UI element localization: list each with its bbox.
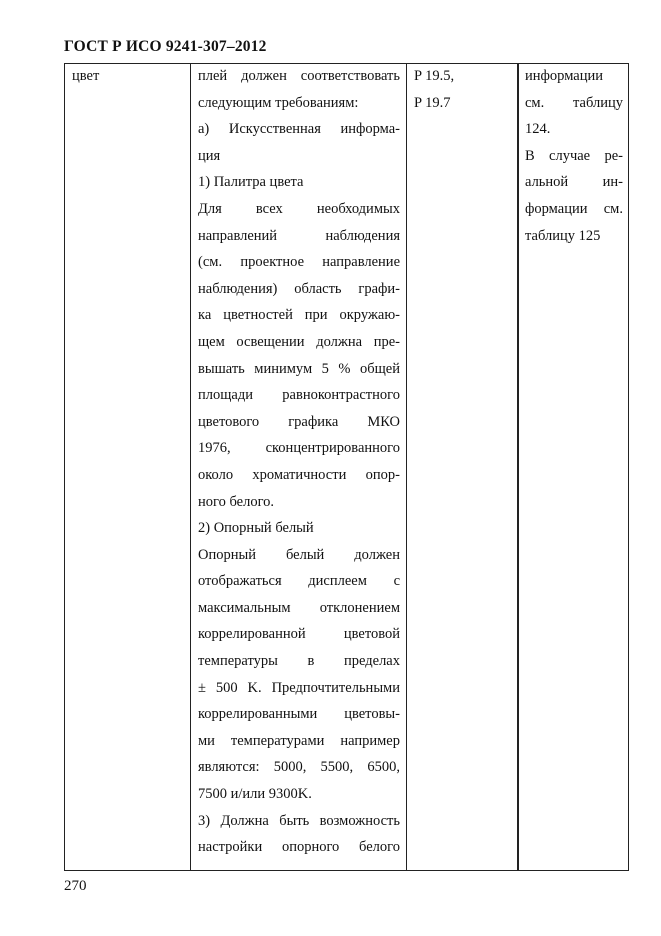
table-cell-line: В случае ре- — [525, 147, 623, 164]
table-right-border — [628, 63, 629, 871]
table-left-border — [64, 63, 65, 871]
table-cell-line: см. таблицу — [525, 94, 623, 111]
table-cell-line: 2) Опорный белый — [198, 520, 314, 537]
table-cell-line: являются: 5000, 5500, 6500, — [198, 759, 400, 776]
table-cell-line: таблицу 125 — [525, 227, 601, 244]
table-cell-line: цвет — [72, 68, 100, 84]
table-cell-line: P 19.5, — [414, 68, 455, 84]
table-cell-line: наблюдения) область графи- — [198, 280, 400, 297]
table-cell-line: альной ин- — [525, 174, 623, 191]
column-divider-1 — [190, 63, 191, 871]
table-cell-line: максимальным отклонением — [198, 599, 400, 616]
table-cell-line: ми температурами например — [198, 732, 400, 749]
table-cell-line: коррелированной цветовой — [198, 626, 400, 643]
table-cell-line: Опорный белый должен — [198, 546, 400, 563]
table-column-2 — [198, 63, 400, 861]
table-cell-line: а) Искусственная информа- — [198, 121, 400, 138]
table-cell-line: ± 500 K. Предпочтительными — [198, 679, 400, 696]
requirements-table — [64, 63, 629, 871]
table-column-3 — [414, 63, 514, 116]
table-cell-line: 124. — [525, 121, 551, 138]
table-cell-line: 1976, сконцентрированного — [198, 440, 400, 457]
document-header: ГОСТ Р ИСО 9241-307–2012 — [64, 38, 267, 55]
column-divider-3 — [517, 63, 519, 871]
table-cell-line: направлений наблюдения — [198, 227, 400, 244]
table-cell-line: площади равноконтрастного — [198, 387, 400, 404]
table-cell-line: плей должен соответствовать — [198, 68, 400, 84]
table-cell-line: P 19.7 — [414, 94, 451, 111]
table-cell-line: температуры в пределах — [198, 653, 400, 670]
table-cell-line: около хроматичности опор- — [198, 466, 400, 483]
table-cell-line: отображаться дисплеем с — [198, 573, 400, 590]
table-cell-line: ция — [198, 147, 221, 164]
page-number: 270 — [64, 878, 87, 894]
table-cell-line: щем освещении должна пре- — [198, 333, 400, 350]
table-cell-line: 7500 и/или 9300K. — [198, 786, 312, 803]
table-bottom-border — [64, 870, 629, 871]
column-divider-2 — [406, 63, 407, 871]
table-cell-line: вышать минимум 5 % общей — [198, 360, 400, 377]
table-cell-line: (см. проектное направление — [198, 254, 400, 271]
table-column-4 — [525, 63, 623, 249]
table-cell-line: ка цветностей при окружаю- — [198, 307, 400, 324]
table-cell-line: 3) Должна быть возможность — [198, 812, 400, 829]
table-cell-line: информации — [525, 68, 603, 84]
table-cell-line: Для всех необходимых — [198, 200, 400, 217]
table-cell-line: настройки опорного белого — [198, 839, 400, 856]
table-cell-line: формации см. — [525, 200, 623, 217]
table-cell-line: цветового графика МКО — [198, 413, 400, 430]
table-column-1 — [72, 63, 187, 90]
table-cell-line: 1) Палитра цвета — [198, 174, 304, 191]
table-cell-line: следующим требованиям: — [198, 94, 359, 111]
table-cell-line: ного белого. — [198, 493, 275, 510]
table-cell-line: коррелированными цветовы- — [198, 706, 400, 723]
